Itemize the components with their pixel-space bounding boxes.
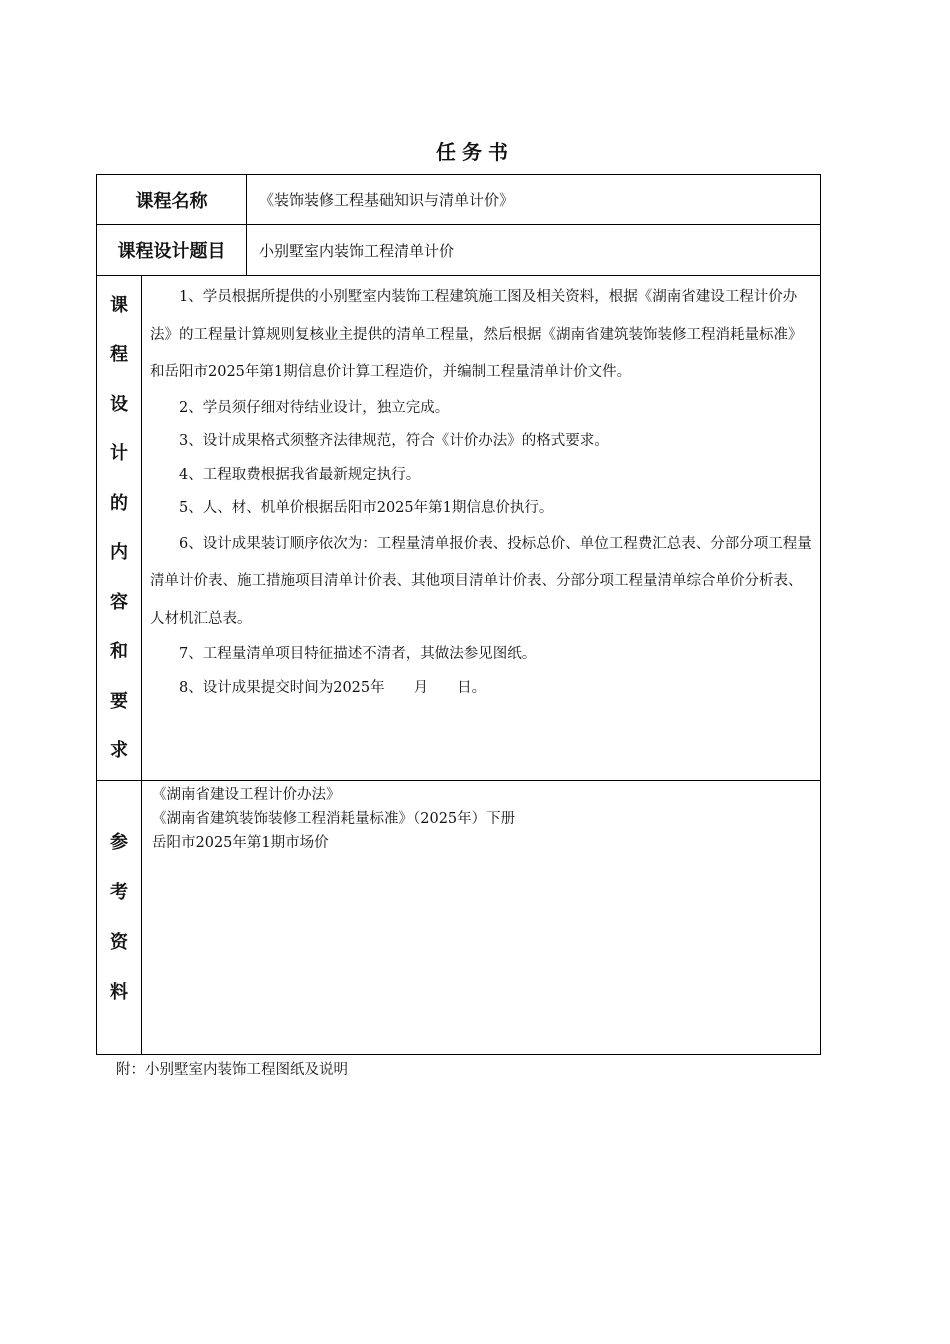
content-label-char: 设 — [110, 393, 128, 415]
reference-item: 《湖南省建筑装饰装修工程消耗量标准》（2025年）下册 — [152, 811, 516, 827]
content-label-char: 程 — [110, 344, 128, 365]
reference-label-char: 料 — [110, 981, 128, 1003]
content-label-char: 求 — [110, 740, 128, 761]
course-name-value: 《装饰装修工程基础知识与清单计价》 — [247, 175, 821, 225]
content-label-char: 计 — [110, 443, 128, 464]
content-item: 3、设计成果格式须整齐法律规范，符合《计价办法》的格式要求。 — [179, 433, 609, 449]
reference-label-char: 资 — [110, 931, 128, 953]
content-body — [142, 276, 821, 781]
topic-label: 课程设计题目 — [97, 225, 247, 276]
content-label-char: 要 — [110, 690, 128, 712]
content-item: 8、设计成果提交时间为2025年 月 日。 — [179, 679, 487, 696]
course-name-label: 课程名称 — [97, 175, 247, 225]
content-row — [97, 276, 821, 781]
reference-row — [97, 781, 821, 1055]
content-label-char: 容 — [110, 591, 128, 613]
content-label-char: 课 — [110, 294, 128, 316]
reference-label-char: 考 — [110, 881, 128, 903]
content-label-char: 内 — [110, 542, 128, 563]
reference-body — [142, 781, 821, 1055]
content-label — [97, 276, 142, 781]
content-item: 5、人、材、机单价根据岳阳市2025年第1期信息价执行。 — [179, 500, 554, 516]
topic-value: 小别墅室内装饰工程清单计价 — [247, 225, 821, 276]
task-table — [96, 174, 821, 1055]
reference-label — [97, 781, 142, 1055]
reference-label-char: 参 — [110, 831, 128, 853]
page-title: 任务书 — [436, 140, 514, 164]
content-item: 2、学员须仔细对待结业设计，独立完成。 — [179, 399, 450, 416]
reference-item: 岳阳市2025年第1期市场价 — [152, 835, 329, 851]
content-label-char: 和 — [110, 641, 128, 662]
reference-item: 《湖南省建设工程计价办法》 — [152, 787, 341, 803]
content-item: 4、工程取费根据我省最新规定执行。 — [179, 466, 421, 483]
content-label-char: 的 — [110, 492, 128, 514]
topic-row — [97, 225, 821, 276]
content-item: 7、工程量清单项目特征描述不清者，其做法参见图纸。 — [179, 646, 537, 662]
course-name-row — [97, 175, 821, 225]
attachment-note: 附：小别墅室内装饰工程图纸及说明 — [116, 1062, 348, 1078]
content-item: 6、设计成果装订顺序依次为：工程量清单报价表、投标总价、单位工程费汇总表、分部分项工程量清单计价表、施工措施项目清单计价表、其他项目清单计价表、分部分项工程量清单综合单价分析表、人材机汇总表。 — [150, 535, 812, 627]
content-item: 1、学员根据所提供的小别墅室内装饰工程建筑施工图及相关资料，根据《湖南省建设工程计价办法》的工程量计算规则复核业主提供的清单工程量，然后根据《湖南省建筑装饰装修工程消耗量标准》和岳阳市2025年第1期信息价计算工程造价，并编制工程量清单计价文件。 — [150, 289, 803, 380]
